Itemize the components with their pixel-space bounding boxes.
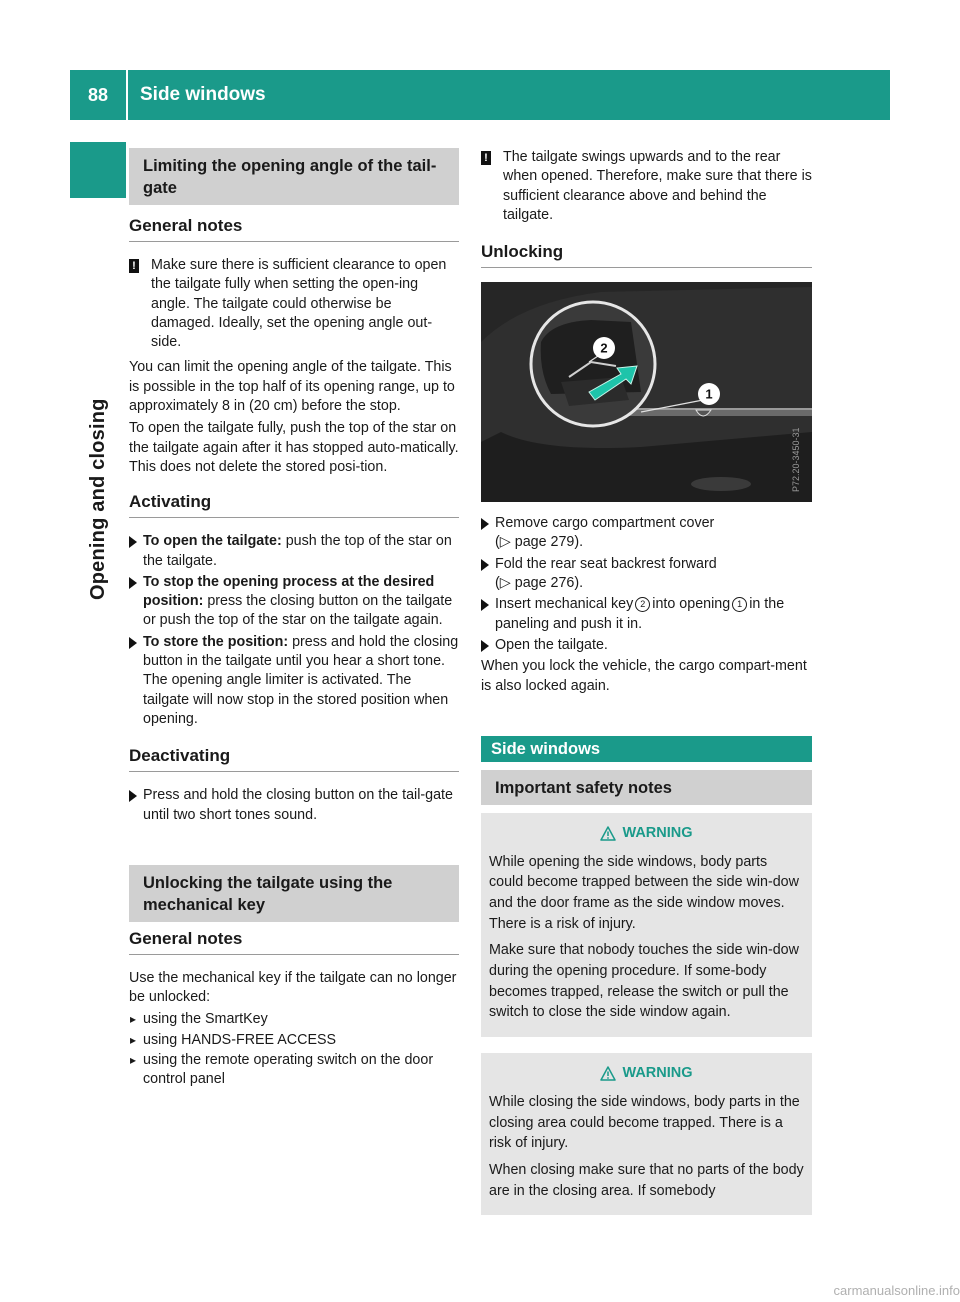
arrow-icon xyxy=(129,577,137,589)
warning-text: When closing make sure that no parts of the body are in the closing area. If somebody xyxy=(489,1162,804,1199)
step xyxy=(129,532,459,571)
callout-number-2: 2 xyxy=(635,597,650,612)
paragraph: When you lock the vehicle, the cargo compart-ment is also locked again. xyxy=(481,658,807,694)
subsection-heading: General notes xyxy=(129,928,459,955)
subsection-heading: Deactivating xyxy=(129,745,459,772)
subsection-heading: Unlocking xyxy=(481,241,812,268)
warning-header xyxy=(489,1063,804,1084)
section-box-heading: Limiting the opening angle of the tail-gate xyxy=(129,148,459,205)
section-box-heading: Important safety notes xyxy=(481,770,812,805)
arrow-icon xyxy=(481,599,489,611)
bullet-icon: ▸ xyxy=(130,1012,137,1027)
side-tab-label: Opening and closing xyxy=(86,398,109,600)
step-text: Open the tailgate. xyxy=(495,636,608,653)
step-text: Press and hold the closing button on the tail-gate until two short tones sound. xyxy=(143,787,453,823)
section-box-heading: Unlocking the tailgate using the mechanical key xyxy=(129,865,459,922)
step-text: press the closing button on the tailgate or push the top of the star on the tailgate again. xyxy=(143,593,453,629)
tailgate-figure xyxy=(481,282,812,502)
figure-label-1: 1 xyxy=(705,386,713,402)
warning-box xyxy=(481,813,812,1037)
watermark: carmanualsonline.info xyxy=(833,1283,960,1298)
step-bold: To stop the opening process at the desired position: xyxy=(143,573,435,610)
page-number: 88 xyxy=(87,84,109,105)
step-text: press and hold the closing button in the tailgate until you hear a short tone. xyxy=(143,633,459,670)
list-item xyxy=(129,1031,459,1050)
left-column xyxy=(129,148,459,1091)
notice xyxy=(481,148,812,225)
bullet-icon: ▸ xyxy=(130,1053,137,1068)
page-ref-icon: ▷ xyxy=(499,575,511,592)
warning-box xyxy=(481,1053,812,1215)
step xyxy=(481,595,812,634)
subsection-heading: Activating xyxy=(129,491,459,518)
arrow-icon xyxy=(481,640,489,652)
step-bold: To store the position: xyxy=(143,633,289,650)
warning-text: While opening the side windows, body parts could become trapped between the side win-dow and the door frame as the side window moves. There is a risk of injury. xyxy=(489,853,799,932)
page-ref[interactable]: page 276). xyxy=(514,575,584,592)
arrow-icon xyxy=(129,536,137,548)
page-ref-icon: ▷ xyxy=(499,534,511,551)
callout-number-1: 1 xyxy=(732,597,747,612)
step: Remove cargo compartment cover (▷ page 279). xyxy=(481,514,812,553)
step-text: Fold the rear seat backrest forward xyxy=(495,555,717,572)
step xyxy=(129,573,459,631)
exclamation-icon: ! xyxy=(481,151,491,165)
side-tab-block xyxy=(70,142,126,198)
arrow-icon xyxy=(129,790,137,802)
step-text: push the top of the star on the tailgate. xyxy=(143,533,452,569)
step-text: Remove cargo compartment cover xyxy=(495,515,715,532)
paragraph: You can limit the opening angle of the tailgate. This is possible in the top half of its opening range, up to approximately 8 in (20 cm) before the stop. xyxy=(129,359,455,415)
notice xyxy=(129,256,459,352)
warning-label: WARNING xyxy=(622,1065,693,1082)
exclamation-icon: ! xyxy=(129,259,139,273)
paragraph: To open the tailgate fully, push the top of the star on the tailgate again after it has stopped auto-matically. This does not delete the stored posi-tion. xyxy=(129,420,459,475)
step-text: into opening xyxy=(652,596,731,613)
subsection-heading: General notes xyxy=(129,215,459,242)
arrow-icon xyxy=(481,518,489,530)
tailgate-illustration xyxy=(481,282,812,502)
right-column xyxy=(481,148,812,1215)
arrow-icon xyxy=(481,559,489,571)
step: Fold the rear seat backrest forward (▷ page 276). xyxy=(481,555,812,594)
list-item-text: using HANDS-FREE ACCESS xyxy=(143,1031,337,1048)
warning-text: Make sure that nobody touches the side win-dow during the opening procedure. If some-body becomes trapped, release the switch or pull the switch to close the side window again. xyxy=(489,942,799,1021)
list-item xyxy=(129,1051,459,1090)
figure-label-2: 2 xyxy=(600,340,608,356)
warning-header xyxy=(489,823,804,844)
step xyxy=(129,786,459,825)
list-item-text: using the SmartKey xyxy=(143,1011,268,1028)
chapter-heading: Side windows xyxy=(481,736,812,762)
list-item-text: using the remote operating switch on the door control panel xyxy=(143,1052,434,1088)
notice-text: The tailgate swings upwards and to the rear when opened. Therefore, make sure that there is sufficient clearance above and behind the tailgate. xyxy=(503,149,812,223)
step-text: in the paneling and push it in. xyxy=(495,596,785,632)
step xyxy=(481,636,812,655)
notice-text: Make sure there is sufficient clearance to open the tailgate fully when setting the open-ing angle. The tailgate could otherwise be damaged. Ideally, set the opening angle out-side. xyxy=(151,257,447,351)
warning-triangle-icon xyxy=(600,1066,616,1081)
page-ref[interactable]: page 279). xyxy=(514,534,584,551)
warning-label: WARNING xyxy=(622,824,693,841)
step-text: Insert mechanical key xyxy=(495,596,634,613)
figure-code: P72.20-3450-31 xyxy=(791,427,801,493)
bullet-icon: ▸ xyxy=(130,1032,137,1047)
page-title: Side windows xyxy=(140,84,266,105)
arrow-icon xyxy=(129,637,137,649)
header-divider xyxy=(126,70,128,120)
list-item xyxy=(129,1010,459,1029)
step xyxy=(129,633,459,729)
side-tab xyxy=(70,210,126,610)
paragraph: Use the mechanical key if the tailgate can no longer be unlocked: xyxy=(129,969,457,1006)
warning-triangle-icon xyxy=(600,826,616,841)
step-result: The opening angle limiter is activated. The tailgate will now stop in the stored position when opening. xyxy=(143,672,449,727)
warning-text: While closing the side windows, body parts in the closing area could become trapped. There is a risk of injury. xyxy=(489,1093,800,1152)
step-bold: To open the tailgate: xyxy=(143,533,282,550)
